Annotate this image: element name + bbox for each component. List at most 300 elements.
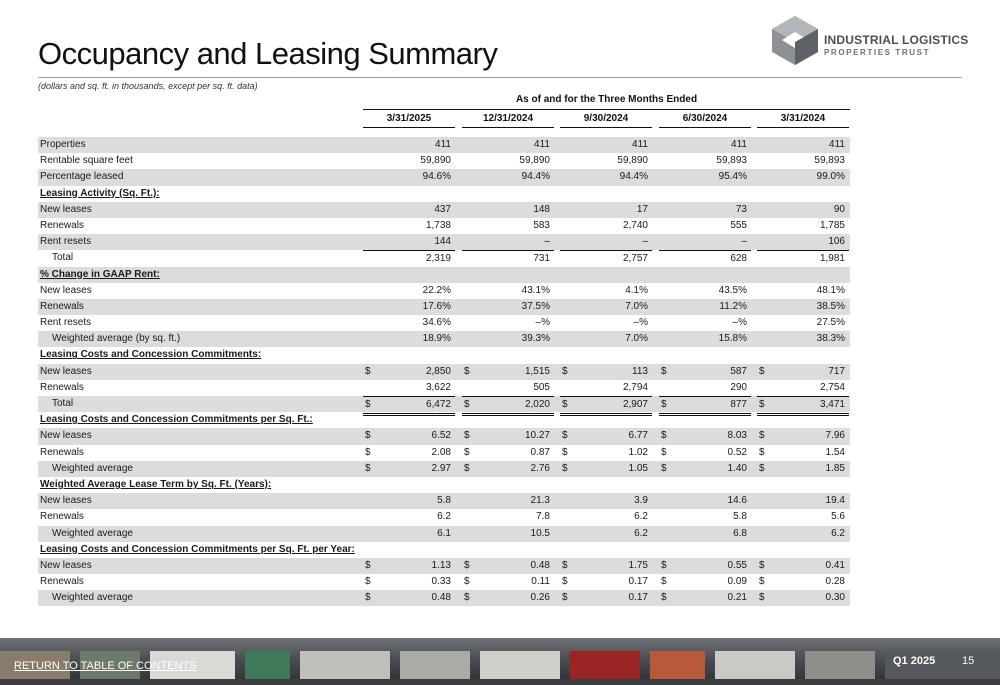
currency-symbol: $: [661, 559, 667, 571]
table-cell: [659, 526, 751, 542]
cell-value: 1,515: [524, 365, 550, 377]
table-cell: [363, 153, 455, 169]
cell-value: 6.1: [437, 527, 451, 539]
cell-value: 0.87: [530, 446, 550, 458]
table-row: [38, 590, 850, 606]
currency-symbol: $: [464, 559, 470, 571]
currency-symbol: $: [562, 430, 568, 442]
table-cell: [757, 574, 849, 590]
table-cell: [560, 331, 652, 347]
table-section-header: [38, 542, 850, 558]
table-row: [38, 526, 850, 542]
column-header-rule: [659, 127, 751, 128]
currency-symbol: $: [562, 446, 568, 458]
table-cell: [363, 526, 455, 542]
logo-text-line2: PROPERTIES TRUST: [824, 48, 931, 57]
currency-symbol: $: [365, 399, 371, 410]
table-section-header: [38, 347, 850, 363]
currency-symbol: $: [661, 399, 667, 410]
cell-value: 59,893: [716, 155, 747, 167]
table-cell: [659, 509, 751, 525]
cell-value: 106: [828, 236, 845, 248]
table-cell: [659, 461, 751, 477]
row-label: Weighted average: [52, 592, 133, 604]
table-row: [38, 153, 850, 169]
currency-symbol: $: [562, 559, 568, 571]
cell-value: 2,850: [425, 365, 451, 377]
column-header-rule: [757, 127, 849, 128]
table-row: [38, 218, 850, 234]
currency-symbol: $: [562, 365, 568, 377]
cell-value: 94.4%: [521, 171, 550, 183]
cell-value: –%: [732, 317, 747, 329]
table-cell: [560, 315, 652, 331]
cell-value: 15.8%: [718, 333, 747, 345]
row-label: Renewals: [40, 381, 84, 393]
currency-symbol: $: [562, 462, 568, 474]
row-label: New leases: [40, 203, 92, 215]
table-cell: [560, 526, 652, 542]
row-label: New leases: [40, 284, 92, 296]
page-number: 15: [962, 655, 975, 667]
cell-value: 2.97: [431, 462, 451, 474]
table-cell: [462, 202, 554, 218]
row-label: Weighted average: [52, 527, 133, 539]
return-to-toc-link[interactable]: RETURN TO TABLE OF CONTENTS: [14, 660, 197, 672]
table-cell: [659, 590, 751, 606]
table-cell: [560, 364, 652, 380]
cell-value: 5.6: [831, 511, 845, 523]
cell-value: 411: [829, 139, 845, 150]
table-cell: [659, 137, 751, 153]
cell-value: 94.6%: [422, 171, 451, 183]
table-cell: [659, 202, 751, 218]
column-header: 3/31/2025: [386, 113, 432, 124]
cell-value: 94.4%: [619, 171, 648, 183]
table-cell: [757, 137, 849, 153]
cell-value: 587: [730, 365, 747, 377]
title-rule: [38, 77, 962, 78]
currency-symbol: $: [661, 592, 667, 604]
table-cell: [462, 234, 554, 250]
row-label: Renewals: [40, 300, 84, 312]
table-cell: [363, 315, 455, 331]
cell-value: 6.52: [431, 430, 451, 442]
cell-value: 95.4%: [718, 171, 747, 183]
footer-ground: [0, 679, 1000, 685]
cell-value: 43.1%: [521, 284, 550, 296]
row-label: Leasing Costs and Concession Commitments per Sq. Ft.:: [40, 414, 313, 426]
table-cell: [462, 493, 554, 509]
cell-value: 48.1%: [816, 284, 845, 296]
currency-symbol: $: [365, 365, 371, 377]
table-cell: [363, 428, 455, 444]
currency-symbol: $: [365, 592, 371, 604]
page-title: Occupancy and Leasing Summary: [38, 36, 498, 71]
cell-value: 411: [731, 139, 747, 150]
footer-truck-graphic: [480, 651, 560, 681]
cell-value: 0.17: [628, 592, 648, 604]
row-label: Leasing Costs and Concession Commitments per Sq. Ft. per Year:: [40, 543, 355, 555]
cell-value: 0.28: [825, 576, 845, 588]
table-cell: [462, 331, 554, 347]
row-label: Total: [52, 252, 74, 264]
row-label: New leases: [40, 495, 92, 507]
cell-value: 34.6%: [422, 317, 451, 329]
table-cell: [462, 509, 554, 525]
table-cell: [560, 153, 652, 169]
currency-symbol: $: [661, 446, 667, 458]
cell-value: 2,907: [622, 399, 648, 410]
footer-truck-graphic: [245, 651, 290, 681]
currency-symbol: $: [365, 430, 371, 442]
currency-symbol: $: [464, 430, 470, 442]
table-cell: [757, 153, 849, 169]
currency-symbol: $: [464, 592, 470, 604]
cell-value: 6.2: [437, 511, 451, 523]
table-cell: [363, 218, 455, 234]
cell-value: 1.13: [431, 559, 451, 571]
table-cell: [560, 202, 652, 218]
cell-value: 555: [730, 219, 747, 231]
table-cell: [462, 153, 554, 169]
row-label: Weighted average (by sq. ft.): [52, 333, 181, 345]
cell-value: 90: [833, 203, 845, 215]
cell-value: 18.9%: [422, 333, 451, 345]
cell-value: 113: [632, 365, 648, 377]
table-cell: [462, 428, 554, 444]
currency-symbol: $: [365, 576, 371, 588]
cell-value: 1,785: [819, 219, 845, 231]
table-cell: [462, 574, 554, 590]
cell-value: 59,890: [519, 155, 550, 167]
cell-value: 43.5%: [718, 284, 747, 296]
table-cell: [659, 299, 751, 315]
table-cell: [462, 137, 554, 153]
cell-value: 1,981: [819, 253, 845, 265]
cell-value: 0.21: [727, 592, 747, 604]
table-cell: [659, 169, 751, 185]
table-section-header: [38, 412, 850, 428]
table-cell: [757, 283, 849, 299]
row-label: New leases: [40, 365, 92, 377]
cell-value: 11.2%: [719, 300, 747, 312]
currency-symbol: $: [365, 446, 371, 458]
cell-value: 3,622: [425, 381, 451, 393]
cell-value: 411: [435, 139, 451, 150]
currency-symbol: $: [759, 365, 765, 377]
table-row: [38, 202, 850, 218]
table-section-header: [38, 267, 850, 283]
table-cell: [560, 169, 652, 185]
currency-symbol: $: [464, 576, 470, 588]
footer-truck-graphic: [715, 651, 795, 681]
table-row: [38, 283, 850, 299]
cell-value: 59,890: [420, 155, 451, 167]
logo-mark-icon: [770, 14, 820, 66]
table-cell: [363, 234, 455, 250]
table-cell: [757, 493, 849, 509]
cell-value: 4.1%: [625, 284, 648, 296]
row-label: Rent resets: [40, 236, 92, 248]
row-label: Properties: [40, 139, 86, 150]
cell-value: 411: [632, 139, 648, 150]
currency-symbol: $: [759, 446, 765, 458]
table-cell: [659, 331, 751, 347]
cell-value: 22.2%: [422, 284, 451, 296]
cell-value: 39.3%: [521, 333, 550, 345]
row-label: Renewals: [40, 446, 84, 458]
table-cell: [363, 202, 455, 218]
cell-value: 2.08: [431, 446, 451, 458]
table-cell: [757, 509, 849, 525]
table-cell: [560, 574, 652, 590]
cell-value: 6.2: [831, 527, 845, 539]
currency-symbol: $: [464, 446, 470, 458]
cell-value: 411: [534, 139, 550, 150]
cell-value: 10.5: [530, 527, 550, 539]
table-cell: [757, 526, 849, 542]
table-cell: [659, 574, 751, 590]
table-section-header: [38, 477, 850, 493]
table-cell: [757, 218, 849, 234]
table-cell: [659, 234, 751, 250]
table-row: [38, 428, 850, 444]
table-cell: [560, 299, 652, 315]
row-label: New leases: [40, 430, 92, 442]
table-cell: [363, 331, 455, 347]
cell-value: 7.96: [825, 430, 845, 442]
table-cell: [363, 299, 455, 315]
table-row: [38, 331, 850, 347]
cell-value: 17.6%: [422, 300, 451, 312]
currency-symbol: $: [759, 430, 765, 442]
currency-symbol: $: [562, 592, 568, 604]
cell-value: 17: [636, 203, 648, 215]
row-label: Total: [52, 398, 74, 409]
cell-value: 6.2: [634, 511, 648, 523]
cell-value: 21.3: [530, 495, 550, 507]
table-row: [38, 234, 850, 250]
table-row: [38, 574, 850, 590]
table-cell: [757, 364, 849, 380]
table-group-header: As of and for the Three Months Ended: [515, 94, 698, 105]
table-cell: [560, 509, 652, 525]
cell-value: 1.75: [628, 559, 648, 571]
table-row: [38, 558, 850, 574]
row-label: Rentable square feet: [40, 155, 133, 167]
currency-symbol: $: [661, 462, 667, 474]
cell-value: 59,893: [814, 155, 845, 167]
currency-symbol: $: [464, 399, 470, 410]
column-header-rule: [462, 127, 554, 128]
table-cell: [659, 218, 751, 234]
column-header-rule: [560, 127, 652, 128]
currency-symbol: $: [365, 559, 371, 571]
table-cell: [560, 558, 652, 574]
cell-value: 27.5%: [816, 317, 845, 329]
cell-value: 6.2: [634, 527, 648, 539]
cell-value: 1.40: [727, 462, 747, 474]
table-cell: [462, 364, 554, 380]
currency-symbol: $: [759, 576, 765, 588]
cell-value: 1,738: [425, 219, 451, 231]
table-row: [38, 137, 850, 153]
table-section-header: [38, 186, 850, 202]
cell-value: 290: [730, 381, 747, 393]
cell-value: 1.54: [825, 446, 845, 458]
quarter-label: Q1 2025: [893, 655, 936, 667]
table-cell: [363, 445, 455, 461]
table-cell: [757, 461, 849, 477]
table-cell: [462, 380, 554, 396]
table-cell: [757, 299, 849, 315]
cell-value: 717: [828, 365, 845, 377]
currency-symbol: $: [365, 462, 371, 474]
cell-value: 7.8: [536, 511, 550, 523]
table-cell: [462, 299, 554, 315]
logo-text-line1: INDUSTRIAL LOGISTICS: [824, 33, 969, 47]
cell-value: 7.0%: [625, 300, 648, 312]
table-row: [38, 445, 850, 461]
cell-value: 5.8: [437, 495, 451, 507]
cell-value: 37.5%: [521, 300, 550, 312]
table-cell: [462, 461, 554, 477]
cell-value: 2,020: [524, 399, 550, 410]
row-label: % Change in GAAP Rent:: [40, 268, 160, 280]
currency-symbol: $: [759, 399, 765, 410]
table-cell: [757, 169, 849, 185]
table-cell: [363, 380, 455, 396]
cell-value: 6,472: [425, 399, 451, 410]
table-cell: [560, 234, 652, 250]
cell-value: 0.41: [825, 559, 845, 571]
table-cell: [462, 169, 554, 185]
column-header: 12/31/2024: [482, 113, 534, 124]
cell-value: 0.17: [628, 576, 648, 588]
table-cell: [659, 315, 751, 331]
footer-truck-graphic: [570, 651, 640, 681]
table-cell: [560, 445, 652, 461]
table-cell: [462, 283, 554, 299]
cell-value: 505: [533, 381, 550, 393]
table-cell: [462, 558, 554, 574]
table-row: [38, 380, 850, 396]
currency-symbol: $: [759, 559, 765, 571]
column-header: 9/30/2024: [583, 113, 629, 124]
cell-value: 0.11: [531, 576, 550, 588]
cell-value: 2,319: [425, 253, 451, 265]
currency-symbol: $: [759, 462, 765, 474]
row-label: Renewals: [40, 576, 84, 588]
table-cell: [659, 493, 751, 509]
table-cell: [363, 590, 455, 606]
cell-value: 2,794: [622, 381, 648, 393]
cell-value: 8.03: [727, 430, 747, 442]
table-cell: [659, 153, 751, 169]
table-cell: [363, 169, 455, 185]
currency-symbol: $: [562, 576, 568, 588]
cell-value: 2,740: [622, 219, 648, 231]
cell-value: 59,890: [617, 155, 648, 167]
cell-value: 73: [735, 203, 747, 215]
cell-value: 437: [434, 203, 451, 215]
row-label: Weighted Average Lease Term by Sq. Ft. (Years):: [40, 478, 272, 490]
cell-value: –: [741, 236, 747, 248]
cell-value: 148: [533, 203, 550, 215]
currency-symbol: $: [464, 365, 470, 377]
table-cell: [462, 526, 554, 542]
table-cell: [363, 509, 455, 525]
table-cell: [363, 574, 455, 590]
table-cell: [462, 590, 554, 606]
footer-truck-graphic: [650, 651, 705, 681]
table-cell: [560, 590, 652, 606]
table-cell: [757, 315, 849, 331]
cell-value: 2,757: [622, 253, 648, 265]
cell-value: 731: [533, 253, 550, 265]
column-header: 3/31/2024: [780, 113, 826, 124]
row-label: Percentage leased: [40, 171, 124, 183]
table-cell: [757, 331, 849, 347]
table-cell: [462, 315, 554, 331]
cell-value: 583: [533, 219, 550, 231]
table-cell: [757, 590, 849, 606]
cell-value: 0.55: [727, 559, 747, 571]
table-cell: [560, 137, 652, 153]
table-cell: [363, 461, 455, 477]
table-cell: [363, 364, 455, 380]
cell-value: 38.3%: [816, 333, 845, 345]
table-row: [38, 315, 850, 331]
table-cell: [757, 558, 849, 574]
cell-value: –%: [633, 317, 648, 329]
currency-symbol: $: [661, 430, 667, 442]
currency-symbol: $: [464, 462, 470, 474]
table-cell: [363, 558, 455, 574]
cell-value: 14.6: [727, 495, 747, 507]
table-cell: [757, 234, 849, 250]
cell-value: 6.77: [628, 430, 648, 442]
cell-value: 2.76: [530, 462, 550, 474]
currency-symbol: $: [661, 576, 667, 588]
footer-truck-graphic: [300, 651, 390, 681]
table-cell: [560, 218, 652, 234]
cell-value: –%: [535, 317, 550, 329]
company-logo: [770, 14, 970, 66]
cell-value: 19.4: [825, 495, 845, 507]
cell-value: 0.48: [431, 592, 451, 604]
table-cell: [560, 428, 652, 444]
table-cell: [757, 428, 849, 444]
cell-value: 38.5%: [816, 300, 845, 312]
currency-symbol: $: [661, 365, 667, 377]
column-header-rule: [363, 127, 455, 128]
table-cell: [659, 445, 751, 461]
table-row: [38, 364, 850, 380]
row-label: Leasing Costs and Concession Commitments:: [40, 349, 262, 361]
table-cell: [363, 493, 455, 509]
cell-value: 0.52: [727, 446, 747, 458]
row-label: New leases: [40, 559, 92, 571]
table-cell: [560, 283, 652, 299]
cell-value: 10.27: [524, 430, 550, 442]
table-row: [38, 509, 850, 525]
cell-value: 0.33: [431, 576, 451, 588]
table-row: [38, 250, 850, 266]
cell-value: 0.30: [825, 592, 845, 604]
cell-value: 2,754: [819, 381, 845, 393]
